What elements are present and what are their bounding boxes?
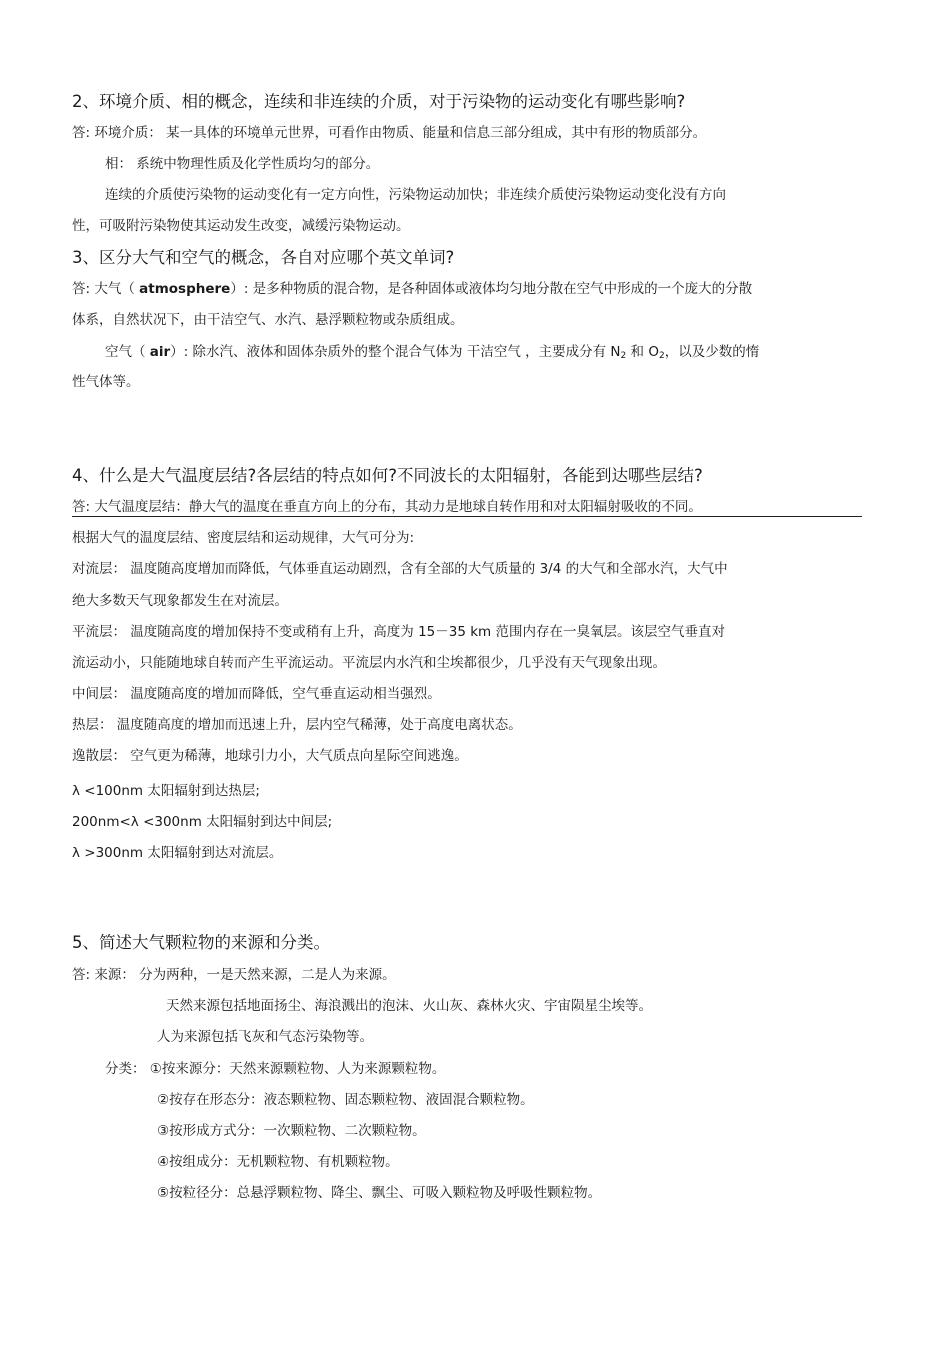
o2-subscript: 2: [658, 351, 665, 361]
q4-stratosphere-line-1: 平流层： 温度随高度的增加保持不变或稍有上升，高度为 15－35 km 范围内存在一臭氧层。该层空气垂直对: [72, 624, 725, 640]
q3-answer-line-1: [72, 280, 752, 298]
q4-mesosphere-line: 中间层： 温度随高度的增加而降低，空气垂直运动相当强烈。: [72, 686, 441, 702]
q4-exosphere-line: 逸散层： 空气更为稀薄，地球引力小，大气质点向星际空间逃逸。: [72, 748, 468, 764]
q5-classification-3: ③按形成方式分：一次颗粒物、二次颗粒物。: [157, 1123, 426, 1139]
q5-answer-line-3: 人为来源包括飞灰和气态污染物等。: [157, 1029, 373, 1045]
q3-title: 3、区分大气和空气的概念，各自对应哪个英文单词?: [72, 248, 455, 267]
q4-troposphere-line-2: 绝大多数天气现象都发生在对流层。: [72, 593, 288, 609]
q4-stratosphere-line-2: 流运动小，只能随地球自转而产生平流运动。平流层内水汽和尘埃都很少，几乎没有天气现象出现。: [72, 655, 666, 671]
q2-title: 2、环境介质、相的概念，连续和非连续的介质，对于污染物的运动变化有哪些影响?: [72, 92, 686, 111]
q5-classification-5: ⑤按粒径分：总悬浮颗粒物、降尘、飘尘、可吸入颗粒物及呼吸性颗粒物。: [157, 1185, 602, 1201]
q4-answer-line-1: 答: 大气温度层结：静大气的温度在垂直方向上的分布，其动力是地球自转作用和对太阳辐射吸收的不同。: [72, 499, 702, 515]
q3-answer-line-4: 性气体等。: [72, 374, 140, 390]
q4-troposphere-line-1: 对流层： 温度随高度增加而降低，气体垂直运动剧烈，含有全部的大气质量的 3/4 的大气和全部水汽，大气中: [72, 561, 728, 577]
q4-thermosphere-line: 热层： 温度随高度的增加而迅速上升，层内空气稀薄，处于高度电离状态。: [72, 717, 522, 733]
q2-answer-line-3: 连续的介质使污染物的运动变化有一定方向性，污染物运动加快；非连续介质使污染物运动变化没有方向: [105, 187, 726, 203]
q4-wavelength-line-3: λ >300nm 太阳辐射到达对流层。: [72, 845, 283, 861]
n2-subscript: 2: [620, 351, 627, 361]
q3-answer-line-2: 体系，自然状况下，由干洁空气、水汽、悬浮颗粒物或杂质组成。: [72, 312, 464, 328]
q4-title: 4、什么是大气温度层结?各层结的特点如何?不同波长的太阳辐射，各能到达哪些层结?: [72, 466, 703, 485]
q3-a3-text: ）: 除水汽、液体和固体杂质外的整个混合气体为 干洁空气 ，主要成分有 N: [170, 344, 621, 360]
q3-a1-text: ）: 是多种物质的混合物，是各种固体或液体均匀地分散在空气中形成的一个庞大的分散: [230, 281, 753, 297]
q3-a1-prefix: 答: 大气（: [72, 281, 140, 297]
q4-wavelength-line-1: λ <100nm 太阳辐射到达热层;: [72, 783, 260, 799]
q2-answer-line-2: 相： 系统中物理性质及化学性质均匀的部分。: [105, 156, 380, 172]
q5-classification-2: ②按存在形态分：液态颗粒物、固态颗粒物、液固混合颗粒物。: [157, 1092, 534, 1108]
term-atmosphere: atmosphere: [139, 281, 231, 297]
q5-classification-4: ④按组成分：无机颗粒物、有机颗粒物。: [157, 1154, 399, 1170]
q2-answer-line-4: 性，可吸附污染物使其运动发生改变，减缓污染物运动。: [72, 218, 410, 234]
q3-a3-and: 和 O: [626, 344, 659, 360]
q5-classification-1: 分类： ①按来源分：天然来源颗粒物、人为来源颗粒物。: [105, 1061, 446, 1077]
q5-title: 5、简述大气颗粒物的来源和分类。: [72, 933, 330, 952]
q5-answer-line-1: 答: 来源： 分为两种，一是天然来源，二是人为来源。: [72, 967, 396, 983]
q4-wavelength-line-2: 200nm<λ <300nm 太阳辐射到达中间层;: [72, 814, 333, 830]
q3-a3-tail: ，以及少数的惰: [664, 344, 760, 360]
q4-answer-line-2: 根据大气的温度层结、密度层结和运动规律，大气可分为:: [72, 530, 415, 546]
q2-answer-line-1: 答: 环境介质： 某一具体的环境单元世界，可看作由物质、能量和信息三部分组成，其中有形的物质部分。: [72, 125, 707, 141]
q5-answer-line-2: 天然来源包括地面扬尘、海浪溅出的泡沫、火山灰、森林火灾、宇宙陨星尘埃等。: [166, 998, 652, 1014]
q3-a3-prefix: 空气（: [105, 344, 150, 360]
q3-answer-line-3: [105, 343, 759, 365]
underline-rule: [72, 516, 862, 517]
term-air: air: [149, 344, 171, 360]
